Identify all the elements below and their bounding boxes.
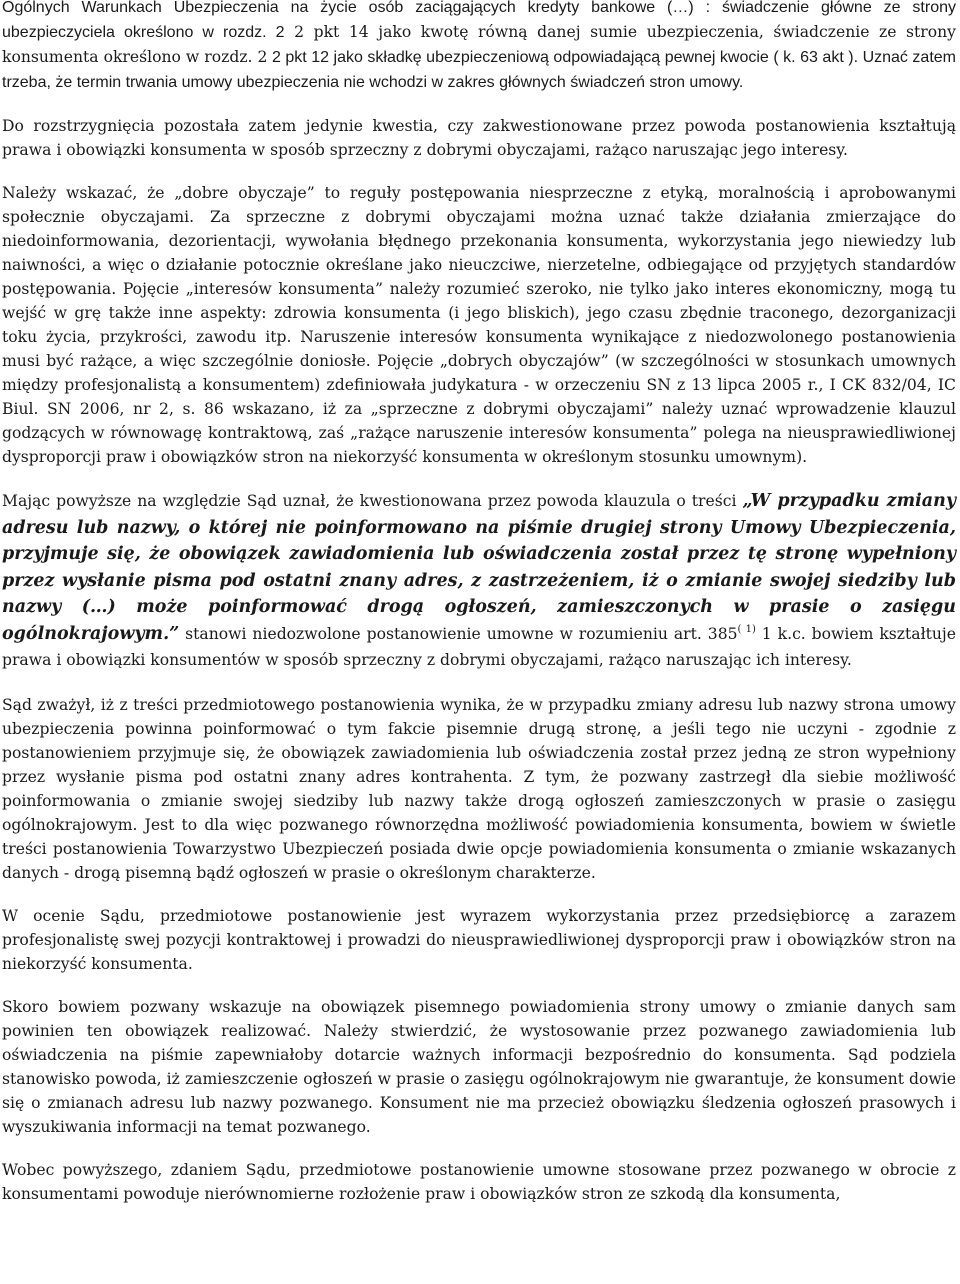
paragraph-1-text-a: Ogólnych Warunkach Ubezpieczenia na życie osób zaciągających kredyty bankowe (…) : świadczenie główne ze strony ubezpieczyciela określono w rozdz. 2 [2, 0, 956, 41]
paragraph-4-mid: stanowi niedozwolone postanowienie umowne w rozumieniu art. 385 [179, 624, 738, 643]
paragraph-4-lead: Mając powyższe na względzie Sąd uznał, że kwestionowana przez powoda klauzula o treści [2, 492, 743, 510]
paragraph-1-text-c: 2 pkt 12 jako składkę ubezpieczeniową odpowiadającą pewnej kwocie ( k. 63 akt ). Uznać zatem trzeba, że termin trwania umowy ubezpieczenia nie wchodzi w zakres głównych świadczeń stron umowy. [2, 49, 956, 91]
paragraph-8: Wobec powyższego, zdaniem Sądu, przedmiotowe postanowienie umowne stosowane przez pozwanego w obrocie z konsumentami powoduje nierównomierne rozłożenie praw i obowiązków stron ze szkodą dla konsumenta, [2, 1160, 956, 1203]
quoted-clause: „W przypadku zmiany adresu lub nazwy, o której nie poinformowano na piśmie drugiej strony Umowy Ubezpieczenia, przyjmuje się, że obowiązek zawiadomienia lub oświadczenia został przez tę stronę wypełniony przez wysłanie pisma pod ostatni znany adres, z zastrzeżeniem, iż o zmianie swojej siedziby lub nazwy (…) może poinformować drogą ogłoszeń, zamieszczonych w prasie o zasięgu ogólnokrajowym.” [2, 491, 957, 644]
paragraph-5: Sąd zważył, iż z treści przedmiotowego postanowienia wynika, że w przypadku zmiany adresu lub nazwy strona umowy ubezpieczenia powinna poinformować o tym fakcie pisemnie drugą stronę, a jeśli tego nie uczyni - zgodnie z postanowieniem przyjmuje się, że obowiązek zawiadomienia lub oświadczenia został przez jedną ze stron wypełniony przez wysłanie pisma pod ostatni znany adres kontrahenta. Z tym, że pozwany zastrzegł dla siebie możliwość poinformowania o zmianie swojej siedziby lub nazwy także drogą ogłoszeń zamieszczonych w prasie o zasięgu ogólnokrajowym. Jest to dla więc pozwanego równorzędna możliwość powiadomienia konsumenta, bowiem w świetle treści postanowienia Towarzystwo Ubezpieczeń posiada dwie opcje powiadomienia konsumenta o zmianie wskazanych danych - drogą pisemną bądź ogłoszeń w prasie o określonym charakterze. [2, 695, 956, 882]
paragraph-7: Skoro bowiem pozwany wskazuje na obowiązek pisemnego powiadomienia strony umowy o zmianie danych sam powinien ten obowiązek realizować. Należy stwierdzić, że wystosowanie przez pozwanego zawiadomienia lub oświadczenia na piśmie zapewniałoby dotarcie ważnych informacji bezpośrednio do konsumenta. Sąd podziela stanowisko powoda, iż zamieszczenie ogłoszeń w prasie o zasięgu ogólnokrajowym nie gwarantuje, że konsument dowie się o zmianach adresu lub nazwy pozwanego. Konsument nie ma przecież obowiązku śledzenia ogłoszeń prasowych i wyszukiwania informacji na temat pozwanego. [2, 997, 956, 1136]
paragraph-4 [0, 488, 960, 674]
paragraph-4-tail: 1 k.c. bowiem kształtuje prawa i obowiązki konsumentów w sposób sprzeczny z dobrymi obyczajami, rażąco naruszając ich interesy. [2, 624, 956, 669]
article-superscript: ( 1) [737, 623, 756, 635]
paragraph-1-text-b: 2 pkt 14 jako kwotę równą danej sumie ubezpieczenia, świadczenie ze strony konsumenta określono w rozdz. 2 [2, 23, 956, 66]
paragraph-2: Do rozstrzygnięcia pozostała zatem jedynie kwestia, czy zakwestionowane przez powoda postanowienia kształtują prawa i obowiązki konsumenta w sposób sprzeczny z dobrymi obyczajami, rażąco naruszając jego interesy. [2, 117, 956, 159]
paragraph-3: Należy wskazać, że „dobre obyczaje” to reguły postępowania niesprzeczne z etyką, moralnością i aprobowanymi społecznie obyczajami. Za sprzeczne z dobrymi obyczajami można uznać także działania zmierzające do niedoinformowania, dezorientacji, wywołania błędnego przekonania konsumenta, wykorzystania jego niewiedzy lub naiwności, a więc o działanie potocznie określane jako nieuczciwe, nierzetelne, odbiegające od przyjętych standardów postępowania. Pojęcie „interesów konsumenta” należy rozumieć szeroko, nie tylko jako interes ekonomiczny, mogą tu wejść w grę także inne aspekty: zdrowia konsumenta (i jego bliskich), jego czasu zbędnie traconego, dezorganizacji toku życia, przykrości, zawodu itp. Naruszenie interesów konsumenta wynikające z niedozwolonego postanowienia musi być rażące, a więc szczególnie doniosłe. Pojęcie „dobrych obyczajów” (w szczególności w stosunkach umownych między profesjonalistą a konsumentem) zdefiniowała judykatura - w orzeczeniu SN z 13 lipca 2005 r., I CK 832/04, IC Biul. SN 2006, nr 2, s. 86 wskazano, iż za „sprzeczne z dobrymi obyczajami” należy uznać wprowadzenie klauzul godzących w równowagę kontraktową, zaś „rażące naruszenie interesów konsumenta” polega na nieusprawiedliwionej dysproporcji praw i obowiązków stron na niekorzyść konsumenta w określonym stosunku umownym). [2, 184, 956, 466]
paragraph-1 [0, 0, 960, 95]
paragraph-6: W ocenie Sądu, przedmiotowe postanowienie jest wyrazem wykorzystania przez przedsiębiorcę a zarazem profesjonalistę swej pozycji kontraktowej i prowadzi do nieusprawiedliwionej dysproporcji praw i obowiązków stron na niekorzyść konsumenta. [2, 906, 956, 973]
